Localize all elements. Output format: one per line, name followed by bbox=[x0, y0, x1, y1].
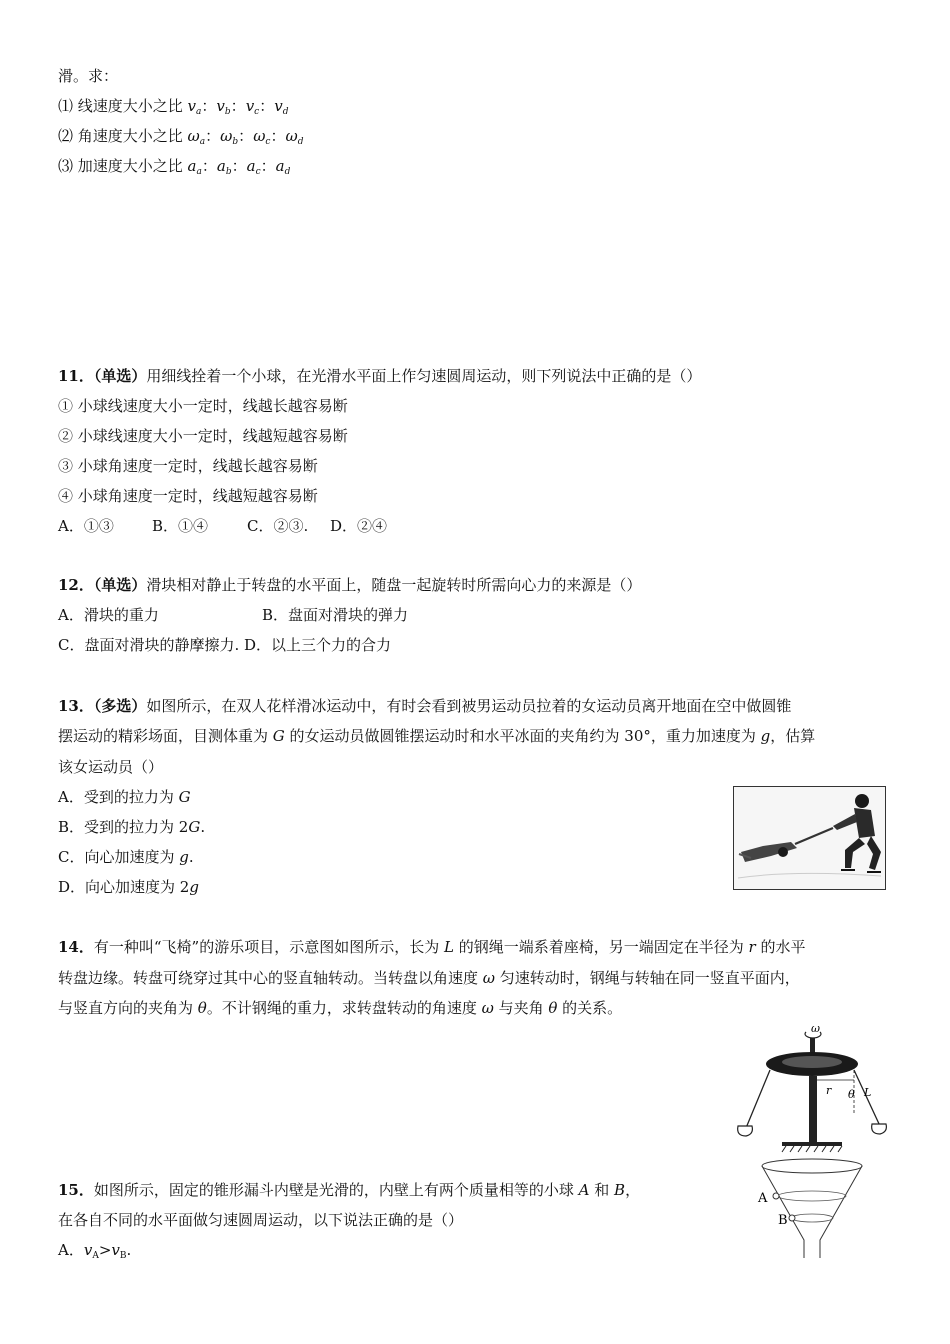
skating-pair-figure bbox=[733, 786, 886, 890]
q12-option-a: A．滑块的重力 bbox=[58, 606, 159, 624]
q13-option-a: A．受到的拉力为 G bbox=[58, 788, 191, 806]
funnel-wall bbox=[762, 1166, 862, 1258]
q14-stem-2: 转盘边缘。转盘可绕穿过其中心的竖直轴转动。当转盘以角速度 ω 匀速转动时，钢绳与转轴在同一竖直平面内， bbox=[58, 969, 800, 987]
orbit-b bbox=[791, 1214, 833, 1222]
q12-stem: 12．（单选）滑块相对静止于转盘的水平面上，随盘一起旋转时所需向心力的来源是（） bbox=[58, 576, 642, 594]
q11-option-d: D．②④ bbox=[330, 517, 388, 535]
left-seat-icon bbox=[738, 1126, 753, 1136]
intro-line-3: ⑶ 加速度大小之比 $a_a$：$a_b$：$a_c$：$a_d$ bbox=[58, 157, 291, 177]
q12-option-cd: C．盘面对滑块的静摩擦力. D．以上三个力的合力 bbox=[58, 636, 392, 654]
theta-label: θ bbox=[848, 1088, 855, 1101]
q14-stem-1: 14．有一种叫“飞椅”的游乐项目，示意图如图所示，长为 L 的钢绳一端系着座椅，另一端固定在半径为 r 的水平 bbox=[58, 938, 806, 956]
intro-line-0: 滑。求： bbox=[58, 67, 119, 85]
q11-item-1: ① 小球线速度大小一定时，线越长越容易断 bbox=[58, 397, 348, 415]
q13-stem-2: 摆运动的精彩场面，目测体重为 G 的女运动员做圆锥摆运动时和水平冰面的夹角约为 30°，重力加速度为 g，估算 bbox=[58, 727, 816, 745]
q13-option-d: D．向心加速度为 2g bbox=[58, 878, 199, 896]
q11-item-4: ④ 小球角速度一定时，线越短越容易断 bbox=[58, 487, 318, 505]
radius-label: r bbox=[826, 1084, 832, 1097]
omega-label: ω bbox=[811, 1022, 820, 1035]
q15-stem-2: 在各自不同的水平面做匀速圆周运动，以下说法正确的是（） bbox=[58, 1211, 464, 1229]
q11-stem: 11．（单选）用细线拴着一个小球，在光滑水平面上作匀速圆周运动，则下列说法中正确的是（） bbox=[58, 367, 702, 385]
q15-option-a: A．$v_A>v_B$. bbox=[58, 1241, 132, 1261]
ball-b-label: B bbox=[778, 1213, 788, 1228]
q14-stem-3: 与竖直方向的夹角为 θ。不计钢绳的重力，求转盘转动的角速度 ω 与夹角 θ 的关系。 bbox=[58, 999, 623, 1017]
q12-option-b: B．盘面对滑块的弹力 bbox=[262, 606, 409, 624]
orbit-a bbox=[778, 1191, 846, 1201]
q13-option-c: C．向心加速度为 g. bbox=[58, 848, 194, 866]
intro-line-1: ⑴ 线速度大小之比 $v_a$：$v_b$：$v_c$：$v_d$ bbox=[58, 97, 289, 117]
left-cable bbox=[746, 1070, 770, 1128]
q11-item-3: ③ 小球角速度一定时，线越长越容易断 bbox=[58, 457, 318, 475]
intro-line-2: ⑵ 角速度大小之比 $\omega_a$：$\omega_b$：$\omega_c$：$\omega_d$ bbox=[58, 127, 304, 147]
flying-chair-figure bbox=[730, 1018, 890, 1158]
q11-option-b: B．①④ bbox=[152, 517, 209, 535]
ball-a-label: A bbox=[758, 1191, 768, 1206]
q13-stem-3: 该女运动员（） bbox=[58, 758, 164, 776]
ball-b-icon bbox=[789, 1215, 795, 1221]
ball-a-icon bbox=[773, 1193, 779, 1199]
q11-option-a: A．①③ bbox=[58, 517, 114, 535]
q13-option-b: B．受到的拉力为 2G. bbox=[58, 818, 206, 836]
vertical-axle bbox=[809, 1076, 817, 1142]
base bbox=[782, 1142, 842, 1146]
q13-stem-1: 13．（多选）如图所示，在双人花样滑冰运动中，有时会看到被男运动员拉着的女运动员离开地面在空中做圆锥 bbox=[58, 697, 792, 715]
length-label: L bbox=[864, 1086, 872, 1099]
q15-stem-1: 15．如图所示，固定的锥形漏斗内壁是光滑的，内壁上有两个质量相等的小球 A 和 B， bbox=[58, 1181, 641, 1199]
funnel-figure bbox=[750, 1158, 870, 1260]
q11-option-c: C．②③. bbox=[247, 517, 309, 535]
right-seat-icon bbox=[872, 1124, 887, 1134]
q11-item-2: ② 小球线速度大小一定时，线越短越容易断 bbox=[58, 427, 348, 445]
